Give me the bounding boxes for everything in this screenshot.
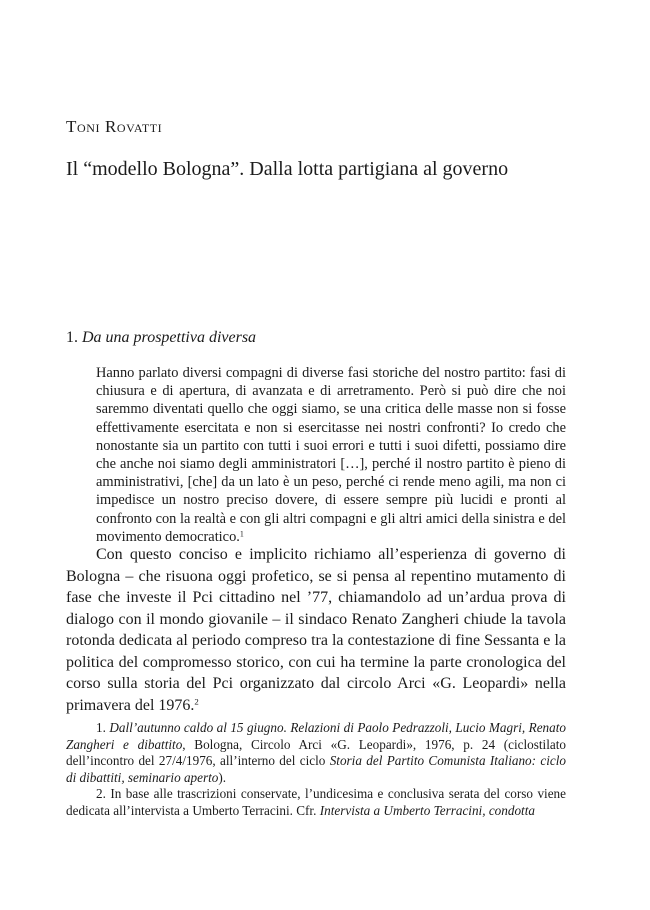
footnote-series-title: Storia del Partito Comunista Italiano: ciclo di dibattiti, seminario aperto [66,753,567,785]
section-number: 1. [66,329,78,346]
section-heading [66,329,256,347]
footnote-citation-title: Dall’autunno caldo al 15 giugno. Relazioni di Paolo Pedrazzoli, Lucio Magri, Renato Zangheri e dibattito [66,720,566,752]
block-quote [96,364,566,546]
footnote-2 [66,786,566,819]
body-paragraph [66,544,566,716]
author-name: Toni Rovatti [66,117,163,136]
section-title: Da una prospettiva diversa [82,329,257,346]
footnote-1 [66,720,566,786]
footnote-text: In base alle trascrizioni conservate, l’undicesima e conclusiva serata del corso viene dedicata all’intervista a Umberto Terracini. Cfr. [66,786,567,818]
footnote-number: 2. [96,786,106,802]
quote-text: Hanno parlato diversi compagni di diverse fasi storiche del nostro partito: fasi di chiusura e di apertura, di avanzata e di arretramento. Però si può dire che noi saremmo diventati quello che oggi siamo, se una critica delle masse non si fosse effettivamente esercitata e non si esercitasse nei nostri confronti? Io credo che nonostante sia un partito con tutti i suoi errori e tutti i suoi difetti, possiamo dire che anche noi siamo degli amministratori […], perché il nostro partito è pieno di amministrativi, [che] da un lato è un peso, perché ci rende meno agili, ma non ci impedisce un nostro preciso dovere, di essere sempre più lucidi e pronti al confronto con la realtà e con gli altri compagni e gli altri amici della sinistra e del movimento democratico. [96,365,566,545]
page [66,0,566,910]
footnote-citation-title: Intervista a Umberto Terracini, condotta [319,802,535,818]
footnote-ref-1[interactable]: 1 [239,529,244,539]
body-text: Con questo conciso e implicito richiamo all’esperienza di governo di Bologna – che risuona oggi profetico, se si pensa al repentino mutamento di fase che investe il Pci cittadino nel ’77, chiamandolo ad un’ardua prova di dialogo con il mondo giovanile – il sindaco Renato Zangheri chiude la tavola rotonda dedicata al periodo compreso tra la contestazione di fine Sessanta e la politica del compromesso storico, con cui ha termine la parte cronologica del corso sulla storia del Pci organizzato dal circolo Arci «G. Leopardi» nella primavera del 1976. [66,546,566,714]
footnote-citation-text: , Bologna, Circolo Arci «G. Leopardi», 1976, p. 24 (ciclostilato dell’incontro del 27/4/1976, all’interno del ciclo [66,736,566,769]
footnotes [66,720,566,820]
footnote-citation-end: ). [218,769,227,785]
chapter-title: Il “modello Bologna”. Dalla lotta partigiana al governo [66,158,509,180]
footnote-number: 1. [96,720,106,735]
footnote-ref-2[interactable]: 2 [194,696,199,707]
